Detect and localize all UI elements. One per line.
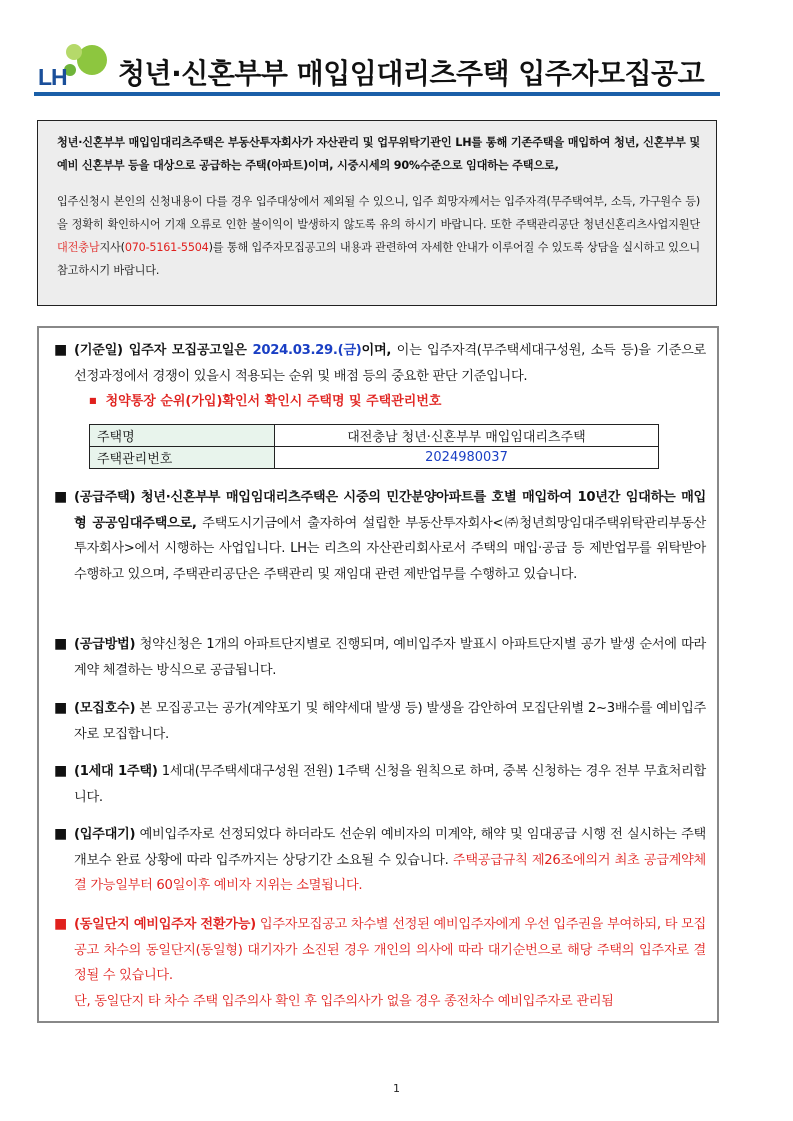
main-content-box bbox=[37, 326, 719, 1023]
bullet-square-icon: ■ bbox=[54, 916, 67, 932]
table-row bbox=[90, 447, 659, 469]
intro-paragraph-1: 청년·신혼부부 매입임대리츠주택은 부동산투자회사가 자산관리 및 업무위탁기관인 LH를 통해 기존주택을 매입하여 청년, 신혼부부 및 예비 신혼부부 등을 대상으로 공급하는 주택(아파트)이며, 시중시세의 90%수준으로 임대하는 주택으로, bbox=[57, 136, 700, 172]
section-text-2: 단, 동일단지 타 차수 주택 입주의사 확인 후 입주의사가 없을 경우 종전차수 예비입주자로 관리됨 bbox=[74, 993, 614, 1009]
section-bold-text: (동일단지 예비입주자 전환가능) bbox=[74, 917, 256, 932]
section-bold-text: (공급방법) bbox=[74, 637, 136, 652]
housing-info-table bbox=[89, 424, 659, 469]
section-text: 이는 입주자격(무주택세대구성원, 소득 등)을 기준으로 선정과정에서 경쟁이 있을시 적용되는 순위 및 배점 등의 중요한 판단 기준입니다. bbox=[74, 343, 706, 384]
section-bold-text: (모집호수) bbox=[74, 701, 136, 716]
intro-paragraph-2 bbox=[57, 190, 700, 282]
section-reference-date bbox=[54, 338, 706, 389]
intro-text-c: )를 통해 입주자모집공고의 내용과 관련하여 자세한 안내가 이루어질 수 있도록 상담을 실시하고 있으니 참고하시기 바랍니다. bbox=[57, 241, 700, 277]
table-cell-label: 주택명 bbox=[90, 425, 275, 447]
document-header bbox=[34, 42, 720, 96]
section-one-household bbox=[54, 759, 706, 810]
section-bold-text: (공급주택) 청년·신혼부부 매입임대리츠주택은 시중의 민간분양아파트를 호별 매입하여 10년간 임대하는 매입형 공공임대주택으로, bbox=[74, 490, 706, 531]
bullet-square-icon: ■ bbox=[54, 342, 67, 358]
section-text: 본 모집공고는 공가(계약포기 및 해약세대 발생 등) 발생을 감안하여 모집단위별 2~3배수를 예비입주자로 모집합니다. bbox=[74, 701, 706, 742]
sub-bullet-icon: ■ bbox=[89, 396, 97, 405]
title-underline bbox=[34, 92, 720, 96]
table-cell-value: 2024980037 bbox=[275, 447, 659, 469]
lh-logo bbox=[34, 42, 114, 92]
logo-text: LH bbox=[38, 64, 67, 90]
section-recruit-count bbox=[54, 696, 706, 747]
bullet-square-icon: ■ bbox=[54, 489, 67, 505]
bullet-square-icon: ■ bbox=[54, 700, 67, 716]
section-text: 예비입주자로 선정되었다 하더라도 선순위 예비자의 미계약, 해약 및 임대공급 시행 전 실시하는 주택 개보수 완료 상황에 따라 입주까지는 상당기간 소요될 수 있습니다. bbox=[74, 827, 706, 868]
intro-phone: 070-5161-5504 bbox=[124, 241, 209, 254]
section-text: 주택도시기금에서 출자하여 설립한 부동산투자회사<㈜청년희망임대주택위탁관리부동산투자회사>에서 시행하는 사업입니다. LH는 리츠의 자산관리회사로서 주택의 매입·공급 등 제반업무를 위탁받아 수행하고 있으며, 주택관리공단은 주택관리 및 재임대 관련 제반업무를 수행하고 있습니다. bbox=[74, 515, 706, 582]
section-bold-text: (입주대기) bbox=[74, 827, 136, 842]
section-bold-text: (1세대 1주택) bbox=[74, 764, 158, 779]
intro-text-a: 입주신청시 본인의 신청내용이 다를 경우 입주대상에서 제외될 수 있으니, 입주 희망자께서는 입주자격(무주택여부, 소득, 가구원수 등)을 정확히 확인하시어 기재 오류로 인한 불이익이 발생하지 않도록 유의 하시기 바랍니다. 또한 주택관리공단 청년신혼리츠사업지원단 bbox=[57, 195, 700, 231]
page-title: 청년·신혼부부 매입임대리츠주택 입주자모집공고 bbox=[118, 57, 705, 90]
section-waiting bbox=[54, 822, 706, 899]
sub-heading-text: 청약통장 순위(가입)확인서 확인시 주택명 및 주택관리번호 bbox=[105, 394, 442, 409]
announcement-date: 2024.03.29.(금) bbox=[252, 343, 362, 358]
bullet-square-icon: ■ bbox=[54, 636, 67, 652]
sub-heading bbox=[89, 390, 441, 409]
page-number: 1 bbox=[393, 1082, 400, 1095]
section-text: 입주자모집공고 차수별 선정된 예비입주자에게 우선 입주권을 부여하되, 타 모집공고 차수의 동일단지(동일형) 대기자가 소진된 경우 개인의 의사에 따라 대기순번으로 해당 주택의 입주자로 결정될 수 있습니다. bbox=[74, 917, 706, 983]
bullet-square-icon: ■ bbox=[54, 826, 67, 842]
section-label: (기준일) 입주자 모집공고일은 bbox=[74, 343, 253, 358]
section-red-note: 주택공급규칙 제26조에의거 최초 공급계약체결 가능일부터 60일이후 예비자 지위는 소멸됩니다. bbox=[74, 852, 706, 893]
section-text: 청약신청은 1개의 아파트단지별로 진행되며, 예비입주자 발표시 아파트단지별 공가 발생 순서에 따라 계약 체결하는 방식으로 공급됩니다. bbox=[74, 637, 706, 678]
section-supply-housing bbox=[54, 485, 706, 587]
section-supply-method bbox=[54, 632, 706, 683]
section-same-complex bbox=[54, 912, 706, 1014]
intro-text-b: 지사( bbox=[99, 241, 125, 254]
section-label-2: 이며, bbox=[361, 343, 392, 358]
intro-box bbox=[37, 120, 717, 306]
table-cell-value: 대전충남 청년·신혼부부 매입임대리츠주택 bbox=[275, 425, 659, 447]
bullet-square-icon: ■ bbox=[54, 763, 67, 779]
table-row bbox=[90, 425, 659, 447]
table-cell-label: 주택관리번호 bbox=[90, 447, 275, 469]
intro-branch: 대전충남 bbox=[57, 241, 100, 254]
section-text: 1세대(무주택세대구성원 전원) 1주택 신청을 원칙으로 하며, 중복 신청하는 경우 전부 무효처리합니다. bbox=[74, 764, 706, 805]
